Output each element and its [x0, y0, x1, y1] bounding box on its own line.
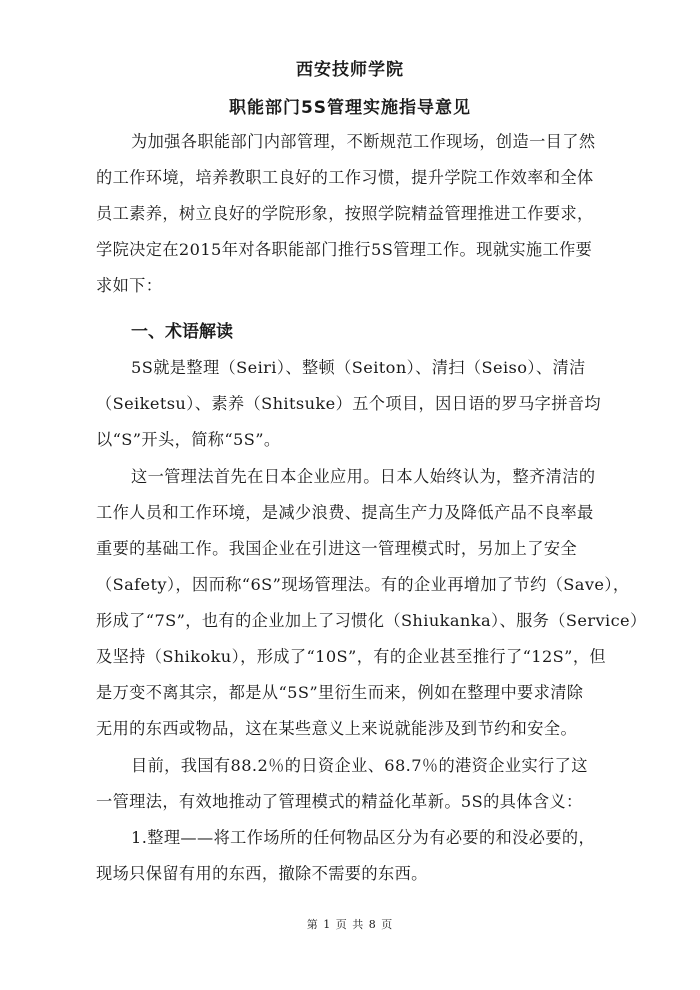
paragraph-line: 以“S”开头，简称“5S”。 — [96, 430, 281, 449]
paragraph-line: 求如下： — [96, 276, 163, 295]
document-subtitle: 职能部门5S管理实施指导意见 — [228, 98, 472, 118]
paragraph-line: 为加强各职能部门内部管理，不断规范工作现场，创造一目了然 — [131, 132, 596, 151]
paragraph-line: 工作人员和工作环境，是减少浪费、提高生产力及降低产品不良率最 — [96, 503, 594, 522]
paragraph-line: 的工作环境，培养教职工良好的工作习惯，提升学院工作效率和全体 — [96, 168, 594, 187]
page-footer: 第 1 页 共 8 页 — [306, 918, 394, 931]
section-heading: 一、术语解读 — [131, 322, 233, 342]
paragraph-line: 现场只保留有用的东西，撤除不需要的东西。 — [96, 864, 428, 883]
paragraph-line: 是万变不离其宗，都是从“5S”里衍生而来，例如在整理中要求清除 — [96, 683, 584, 702]
paragraph-line: 重要的基础工作。我国企业在引进这一管理模式时，另加上了安全 — [96, 539, 578, 558]
document-title: 西安技师学院 — [296, 60, 404, 80]
paragraph-line: （Safety），因而称“6S”现场管理法。有的企业再增加了节约（Save）， — [96, 575, 630, 594]
paragraph-line: 5S就是整理（Seiri）、整顿（Seiton）、清扫（Seiso）、清洁 — [131, 358, 586, 377]
paragraph-line: 目前，我国有88.2％的日资企业、68.7％的港资企业实行了这 — [131, 756, 588, 775]
paragraph-line: 这一管理法首先在日本企业应用。日本人始终认为，整齐清洁的 — [131, 467, 596, 486]
paragraph-line: 1.整理——将工作场所的任何物品区分为有必要的和没必要的， — [131, 828, 596, 847]
paragraph-line: 员工素养，树立良好的学院形象，按照学院精益管理推进工作要求， — [96, 204, 594, 223]
paragraph-line: 无用的东西或物品，这在某些意义上来说就能涉及到节约和安全。 — [96, 719, 578, 738]
paragraph-line: 一管理法，有效地推动了管理模式的精益化革新。5S的具体含义： — [96, 792, 583, 811]
paragraph-line: 形成了“7S”，也有的企业加上了习惯化（Shiukanka）、服务（Service） — [96, 611, 647, 630]
paragraph-line: 学院决定在2015年对各职能部门推行5S管理工作。现就实施工作要 — [96, 240, 593, 259]
paragraph-line: （Seiketsu）、素养（Shitsuke）五个项目，因日语的罗马字拼音均 — [96, 394, 602, 413]
paragraph-line: 及坚持（Shikoku），形成了“10S”，有的企业甚至推行了“12S”，但 — [96, 647, 606, 666]
